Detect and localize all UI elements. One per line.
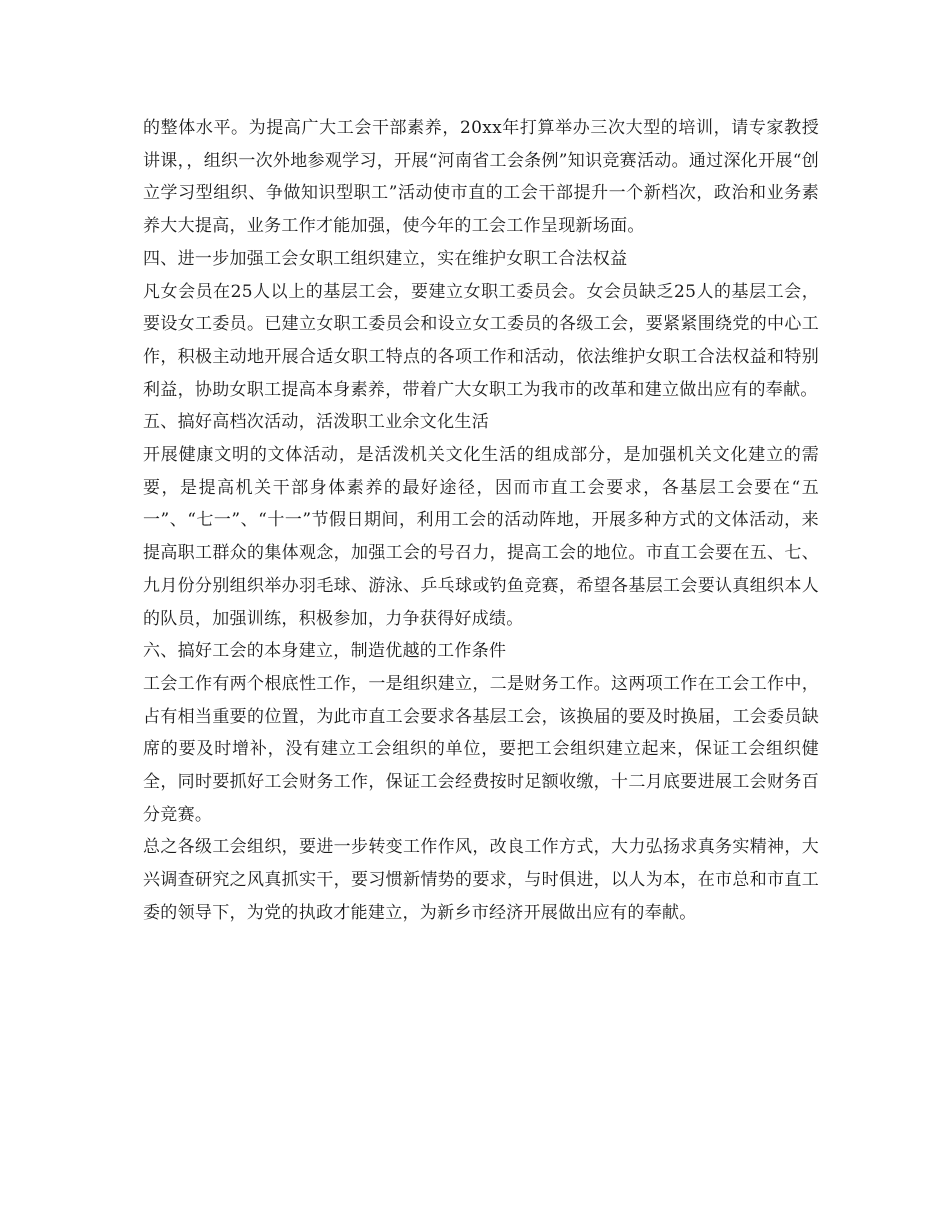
section-heading-five: 五、搞好高档次活动，活泼职工业余文化生活	[143, 412, 489, 433]
document-body	[143, 112, 819, 930]
paragraph-continuation: 的整体水平。为提高广大工会干部素养，20xx年打算举办三次大型的培训，请专家教授讲课，，组织一次外地参观学习，开展“河南省工会条例”知识竞赛活动。通过深化开展“创立学习型组织、争做知识型职工”活动使市直的工会干部提升一个新档次，政治和业务素养大大提高，业务工作才能加强，使今年的工会工作呈现新场面。	[143, 118, 819, 237]
paragraph-conclusion: 总之各级工会组织，要进一步转变工作作风，改良工作方式，大力弘扬求真务实精神，大兴调查研究之风真抓实干，要习惯新情势的要求，与时俱进，以人为本，在市总和市直工委的领导下，为党的执政才能建立，为新乡市经济开展做出应有的奉献。	[143, 837, 819, 923]
paragraph-cultural-activities: 开展健康文明的文体活动，是活泼机关文化生活的组成部分，是加强机关文化建立的需要，是提高机关干部身体素养的最好途径，因而市直工会要求，各基层工会要在“五一”、“七一”、“十一”节假日期间，利用工会的活动阵地，开展多种方式的文体活动，来提高职工群众的集体观念，加强工会的号召力，提高工会的地位。市直工会要在五、七、九月份分别组织举办羽毛球、游泳、乒乓球或钓鱼竞赛，希望各基层工会要认真组织本人的队员，加强训练，积极参加，力争获得好成绩。	[143, 445, 819, 629]
paragraph-union-building: 工会工作有两个根底性工作，一是组织建立，二是财务工作。这两项工作在工会工作中，占有相当重要的位置，为此市直工会要求各基层工会，该换届的要及时换届，工会委员缺席的要及时增补，没有建立工会组织的单位，要把工会组织建立起来，保证工会组织健全，同时要抓好工会财务工作，保证工会经费按时足额收缴，十二月底要进展工会财务百分竞赛。	[143, 673, 819, 825]
paragraph-women-workers: 凡女会员在25人以上的基层工会，要建立女职工委员会。女会员缺乏25人的基层工会，要设女工委员。已建立女职工委员会和设立女工委员的各级工会，要紧紧围绕党的中心工作，积极主动地开展合适女职工特点的各项工作和活动，依法维护女职工合法权益和特别利益，协助女职工提高本身素养，带着广大女职工为我市的改革和建立做出应有的奉献。	[143, 281, 819, 400]
section-heading-six: 六、搞好工会的本身建立，制造优越的工作条件	[143, 641, 507, 662]
section-heading-four: 四、进一步加强工会女职工组织建立，实在维护女职工合法权益	[143, 248, 628, 269]
